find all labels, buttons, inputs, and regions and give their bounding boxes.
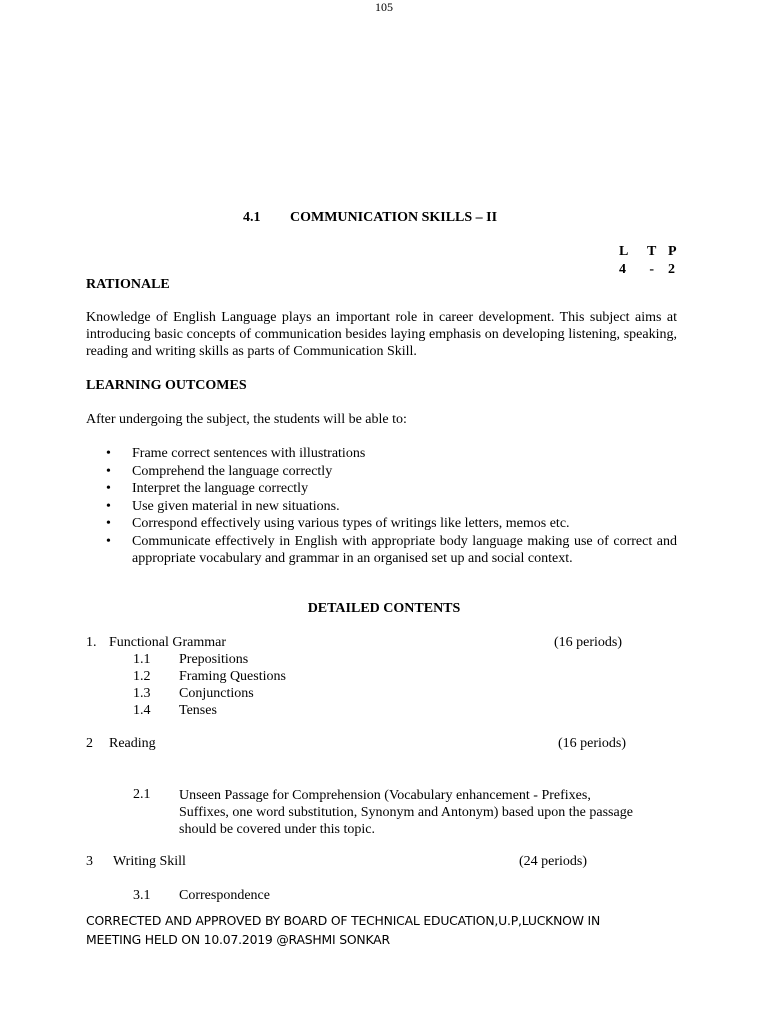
subject-title: COMMUNICATION SKILLS – II xyxy=(290,210,498,225)
ltp-column-l xyxy=(619,243,628,279)
approval-footer xyxy=(86,911,686,949)
sub-number: 1.1 xyxy=(133,652,151,667)
unit-2-periods: (16 periods) xyxy=(558,736,627,751)
unit-1-number: 1. xyxy=(86,635,97,650)
list-item: • Comprehend the language correctly xyxy=(106,463,333,479)
sub-topic: Conjunctions xyxy=(179,686,254,701)
ltp-column-p xyxy=(668,243,677,279)
ltp-value-p: 2 xyxy=(668,262,675,277)
bullet-icon: • xyxy=(106,498,111,514)
ltp-header-p: P xyxy=(668,244,677,259)
footer-line-1: CORRECTED AND APPROVED BY BOARD OF TECHNICAL EDUCATION,U.P,LUCKNOW IN xyxy=(86,913,601,928)
sub-topic: Tenses xyxy=(179,703,217,718)
bullet-icon: • xyxy=(106,446,111,461)
page-number: 105 xyxy=(375,0,393,14)
learning-outcomes-heading: LEARNING OUTCOMES xyxy=(86,378,247,393)
sub-topic: Prepositions xyxy=(179,652,249,667)
learning-outcomes-intro: After undergoing the subject, the students will be able to: xyxy=(86,412,407,427)
sub-topic: Correspondence xyxy=(179,888,270,903)
sub-number: 1.3 xyxy=(133,686,151,701)
rationale-text: Knowledge of English Language plays an important role in career development. This subject aims at introducing basic concepts of communication besides laying emphasis on developing listening, speaking, reading and writing skills as parts of Communication Skill. xyxy=(86,310,677,359)
bullet-icon: • xyxy=(106,533,111,549)
list-item: • Communicate effectively in English with appropriate body language making use of correct and appropriate vocabulary and grammar in an organised set up and social context. xyxy=(106,533,677,566)
list-item: • Use given material in new situations. xyxy=(106,498,340,514)
bullet-icon: • xyxy=(106,481,111,496)
bullet-icon: • xyxy=(106,516,111,531)
ltp-header-l: L xyxy=(619,244,629,259)
sub-number: 1.4 xyxy=(133,703,151,718)
unit-3-title: Writing Skill xyxy=(113,854,186,869)
sub-number: 3.1 xyxy=(133,888,151,903)
footer-line-2: MEETING HELD ON 10.07.2019 @RASHMI SONKAR xyxy=(86,932,390,947)
bullet-icon: • xyxy=(106,463,111,479)
sub-topic: Framing Questions xyxy=(179,669,286,684)
sub-number: 1.2 xyxy=(133,669,151,684)
detailed-contents-heading: DETAILED CONTENTS xyxy=(307,601,461,616)
sub-number: 2.1 xyxy=(133,787,151,802)
unit-1-periods: (16 periods) xyxy=(554,635,623,650)
ltp-header-t: T xyxy=(647,244,657,259)
ltp-value-t: - xyxy=(649,262,654,277)
list-item: • Interpret the language correctly xyxy=(106,481,309,496)
ltp-value-l: 4 xyxy=(619,262,626,277)
ltp-column-t xyxy=(647,243,656,279)
unit-2-title: Reading xyxy=(109,736,156,751)
sub-topic: Unseen Passage for Comprehension (Vocabulary enhancement - Prefixes, Suffixes, one word substitution, Synonym and Antonym) based upon the passage should be covered under this topic. xyxy=(179,788,633,837)
unit-1-title: Functional Grammar xyxy=(109,635,227,650)
subject-number: 4.1 xyxy=(243,210,261,225)
unit-2-number: 2 xyxy=(86,736,93,751)
list-item: • Correspond effectively using various types of writings like letters, memos etc. xyxy=(106,516,570,531)
list-item: • Frame correct sentences with illustrations xyxy=(106,446,366,461)
rationale-heading: RATIONALE xyxy=(86,277,170,292)
learning-outcomes-list xyxy=(106,445,677,568)
unit-3-periods: (24 periods) xyxy=(519,854,588,869)
unit-3-number: 3 xyxy=(86,854,93,869)
